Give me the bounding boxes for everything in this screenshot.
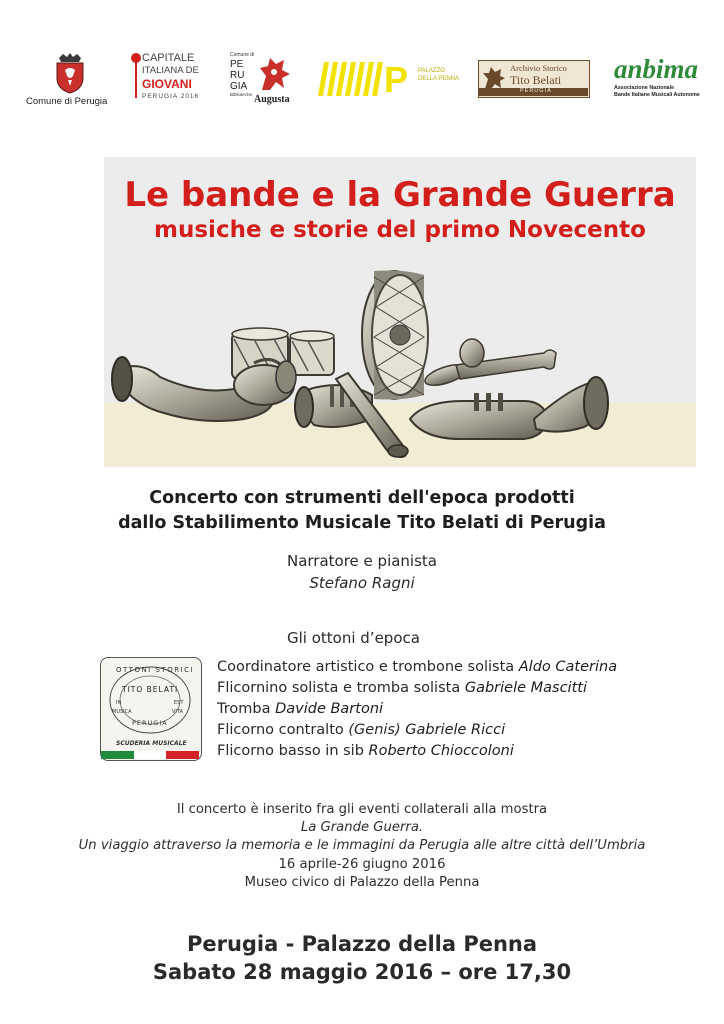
capitale-line4: PERUGIA 2016 xyxy=(142,93,200,100)
anbima-name: anbima xyxy=(614,54,699,84)
member-name: Roberto Chioccoloni xyxy=(368,743,514,759)
archivio-line3: PERUGIA xyxy=(520,88,552,94)
bass-drum-icon xyxy=(362,271,428,400)
badge-arc-bottom: PERUGIA xyxy=(132,719,168,727)
anbima-line1: Associazione Nazionale xyxy=(614,85,675,91)
member-row xyxy=(217,743,514,759)
member-name: Aldo Caterina xyxy=(518,659,618,675)
archivio-line1: Archivio Storico xyxy=(510,63,567,73)
footer-datetime: Sabato 28 maggio 2016 – ore 17,30 xyxy=(152,960,572,984)
exhibition-line2: La Grande Guerra. xyxy=(300,820,424,835)
footer-location: Perugia - Palazzo della Penna xyxy=(186,932,538,956)
capitale-line3: GIOVANI xyxy=(142,77,192,91)
member-role: Flicorno contralto xyxy=(217,722,344,738)
member-role: Tromba xyxy=(217,701,271,717)
exhibition-line5: Museo civico di Palazzo della Penna xyxy=(244,875,480,890)
flag-white xyxy=(134,751,167,759)
ensemble-heading: Gli ottoni d’epoca xyxy=(287,629,420,647)
narrator-name: Stefano Ragni xyxy=(309,574,415,592)
badge-arc-top: OTTONI STORICI xyxy=(116,666,195,674)
banner-subtitle: musiche e storie del primo Novecento xyxy=(154,217,646,243)
perugia-crest-icon xyxy=(53,52,87,94)
badge-right-top: EST xyxy=(174,700,184,706)
member-row xyxy=(217,701,383,717)
exhibition-line4: 16 aprile-26 giugno 2016 xyxy=(278,857,446,872)
member-role: Flicorno basso in sib xyxy=(217,743,364,759)
badge-ribbon: SCUDERIA MUSICALE xyxy=(116,740,187,747)
member-name: Davide Bartoni xyxy=(275,701,384,717)
member-role: Flicornino solista e tromba solista xyxy=(217,680,461,696)
member-row xyxy=(217,659,617,675)
biblioteca-line1: PE xyxy=(230,59,244,70)
badge-flag-stripe xyxy=(101,751,199,759)
palazzo-della-penna-logo xyxy=(318,59,466,100)
tenor-drum-icon xyxy=(290,331,334,375)
concert-title-line2: dallo Stabilimento Musicale Tito Belati di Perugia xyxy=(118,513,606,533)
vintage-instruments-illustration xyxy=(104,157,696,467)
griffin-icon xyxy=(254,54,294,94)
biblioteca-line0: Comune di xyxy=(230,52,255,58)
biblioteca-line2: RU xyxy=(230,70,245,81)
archivio-line2: Tito Belati xyxy=(510,73,562,87)
member-note: (Genis) xyxy=(348,722,401,738)
member-row xyxy=(217,680,587,696)
biblioteca-line5: Augusta xyxy=(254,94,290,105)
badge-center: TITO BELATI xyxy=(122,685,179,694)
flag-green xyxy=(101,751,134,759)
member-name: Gabriele Ricci xyxy=(405,722,506,738)
member-name: Gabriele Mascitti xyxy=(464,680,587,696)
trumpet-icon xyxy=(456,339,556,379)
concert-title-line1: Concerto con strumenti dell'epoca prodotti xyxy=(149,488,575,508)
anbima-line2: Bande Italiane Musicali Autonome xyxy=(614,92,700,98)
narrator-role: Narratore e pianista xyxy=(286,552,437,570)
pin-icon xyxy=(130,52,142,98)
palazzo-line1: PALAZZO xyxy=(418,68,445,74)
capitale-line2: ITALIANA DE xyxy=(142,65,199,76)
badge-right-mid: VITA xyxy=(172,709,183,715)
anbima-logo xyxy=(612,54,712,102)
biblioteca-line3: GIA xyxy=(230,81,248,92)
capitale-giovani-logo xyxy=(130,52,210,110)
badge-left-mid: MUSICA xyxy=(112,709,132,715)
palazzo-line2: DELLA PENNA xyxy=(418,76,460,82)
comune-label: Comune di Perugia xyxy=(26,96,108,107)
capitale-line1: CAPITALE xyxy=(142,52,195,64)
member-row xyxy=(217,722,505,738)
hero-banner xyxy=(104,157,696,467)
exhibition-line3: Un viaggio attraverso la memoria e le immagini da Perugia alle altre città dell’Umbria xyxy=(78,838,646,853)
flag-red xyxy=(166,751,199,759)
palazzo-letter: P xyxy=(384,59,409,100)
biblioteca-augusta-logo xyxy=(228,52,300,110)
ottoni-storici-badge xyxy=(100,657,202,761)
biblioteca-line4: Biblioteche xyxy=(230,92,253,97)
badge-left-top: IN xyxy=(116,700,122,706)
archivio-storico-logo xyxy=(478,60,590,98)
banner-title: Le bande e la Grande Guerra xyxy=(124,175,676,215)
comune-di-perugia-logo xyxy=(20,52,120,110)
flugelhorn-icon xyxy=(410,393,548,439)
horn-bell-right-icon xyxy=(534,377,608,432)
exhibition-line1: Il concerto è inserito fra gli eventi collaterali alla mostra xyxy=(176,802,548,817)
member-role: Coordinatore artistico e trombone solista xyxy=(217,659,515,675)
